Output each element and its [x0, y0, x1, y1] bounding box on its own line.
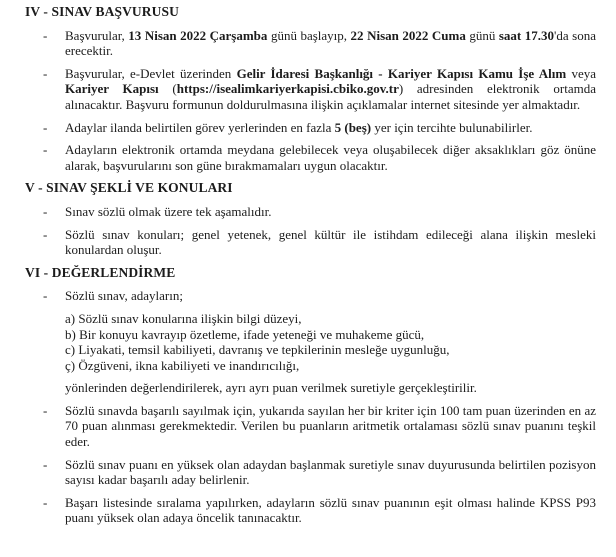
- section-heading: V - SINAV ŞEKLİ VE KONULARI: [25, 180, 233, 196]
- bullet-item: [25, 227, 596, 258]
- bullet-item: [25, 457, 596, 488]
- text-run: Başvurular,: [65, 27, 129, 43]
- bullet-text: [65, 66, 596, 113]
- paragraph-text: [65, 380, 477, 395]
- bold-text: saat 17.30: [498, 27, 555, 43]
- lettered-line: a) Sözlü sınav konularına ilişkin bilgi düzeyi,: [65, 310, 302, 326]
- text-run: Sözlü sınav, adayların;: [65, 288, 183, 304]
- text-run: Başarı listesinde sıralama yapılırken, adayların sözlü sınav puanının eşit olması halinde KPSS P93 puanı yüksek olan adaya öncelik tanınacaktır.: [65, 494, 596, 526]
- bullet-dash-icon: -: [43, 27, 48, 43]
- bullet-dash-icon: -: [43, 142, 48, 158]
- text-run: (: [158, 81, 177, 97]
- document-body: [25, 4, 596, 526]
- bullet-text: [65, 457, 596, 488]
- bullet-dash-icon: -: [43, 456, 48, 472]
- bold-text: Gelir İdaresi Başkanlığı - Kariyer Kapısı Kamu İşe Alım: [236, 65, 567, 81]
- bullet-text: [65, 120, 596, 136]
- text-run: Sınav sözlü olmak üzere tek aşamalıdır.: [65, 203, 272, 219]
- bullet-text: [65, 204, 596, 220]
- text-run: Başvurular, e-Devlet üzerinden: [65, 65, 237, 81]
- bold-text: 5 (beş): [334, 119, 372, 135]
- section-items: [25, 204, 596, 258]
- url-text: https://isealimkariyerkapisi.cbiko.gov.tr: [176, 81, 399, 97]
- bullet-item: [25, 120, 596, 136]
- document-section: [25, 4, 596, 173]
- bullet-dash-icon: -: [43, 402, 48, 418]
- section-heading: VI - DEĞERLENDİRME: [25, 264, 176, 280]
- document-section: [25, 265, 596, 526]
- bullet-text: [65, 288, 596, 304]
- bullet-item: [25, 204, 596, 220]
- bullet-item: [25, 66, 596, 113]
- bullet-text: [65, 495, 596, 526]
- document-section: [25, 180, 596, 257]
- lettered-list: [65, 311, 596, 373]
- bullet-dash-icon: -: [43, 226, 48, 242]
- text-run: 'da sona erecektir.: [65, 27, 596, 59]
- bullet-text: [65, 227, 596, 258]
- lettered-line: b) Bir konuyu kavrayıp özetleme, ifade yeteneği ve muhakeme gücü,: [65, 326, 425, 342]
- text-run: ) adresinden elektronik ortamda alınacaktır. Başvuru formunun doldurulmasına ilişkin açıklamalar internet sitesinde yer almaktadır.: [65, 81, 596, 112]
- section-items: [25, 288, 596, 526]
- bullet-text: [65, 403, 596, 450]
- section-heading: IV - SINAV BAŞVURUSU: [25, 4, 179, 19]
- bullet-text: [65, 28, 596, 59]
- bullet-item: [25, 288, 596, 304]
- text-run: günü başlayıp,: [267, 27, 351, 43]
- text-run: yönlerinden değerlendirilerek, ayrı ayrı puan verilmek suretiyle gerçekleştirilir.: [65, 380, 477, 396]
- text-run: veya: [566, 65, 596, 81]
- section-items: [25, 28, 596, 174]
- lettered-line: ç) Özgüveni, ikna kabiliyeti ve inandırıcılığı,: [65, 357, 300, 373]
- text-run: yer için tercihte bulunabilirler.: [371, 119, 533, 135]
- text-run: Adayların elektronik ortamda meydana gelebilecek veya oluşabilecek diğer aksaklıkları göz önüne alarak, başvurularını son güne bırakmamaları uygun olacaktır.: [65, 142, 596, 173]
- bullet-text: [65, 142, 596, 173]
- text-run: Sözlü sınavda başarılı sayılmak için, yukarıda sayılan her bir kriter için 100 tam puan üzerinden en az 70 puan alınması gerekmektedir. Verilen bu puanların aritmetik ortalaması sözlü sınav puanını teşkil eder.: [65, 402, 596, 450]
- lettered-line: c) Liyakati, temsil kabiliyeti, davranış ve tepkilerinin mesleğe uygunluğu,: [65, 342, 450, 358]
- paragraph: [65, 380, 596, 396]
- bold-text: 13 Nisan 2022 Çarşamba: [128, 27, 268, 43]
- text-run: günü: [465, 27, 499, 43]
- bullet-item: [25, 142, 596, 173]
- text-run: Sözlü sınav konuları; genel yetenek, genel kültür ile istihdam edileceği alana ilişkin mesleki konulardan oluşur.: [65, 226, 596, 258]
- bullet-item: [25, 403, 596, 450]
- text-run: Sözlü sınav puanı en yüksek olan adaydan başlanmak suretiyle sınav duyurusunda belirtilen pozisyon sayısı kadar başarılı aday belirlenir.: [65, 456, 596, 488]
- bullet-dash-icon: -: [43, 288, 48, 304]
- bullet-item: [25, 28, 596, 59]
- bold-text: Kariyer Kapısı: [65, 81, 159, 97]
- bullet-dash-icon: -: [43, 494, 48, 510]
- bold-text: 22 Nisan 2022 Cuma: [350, 27, 466, 43]
- bullet-dash-icon: -: [43, 65, 48, 81]
- bullet-item: [25, 495, 596, 526]
- bullet-dash-icon: -: [43, 119, 48, 135]
- text-run: Adaylar ilanda belirtilen görev yerlerinden en fazla: [65, 119, 335, 135]
- bullet-dash-icon: -: [43, 203, 48, 219]
